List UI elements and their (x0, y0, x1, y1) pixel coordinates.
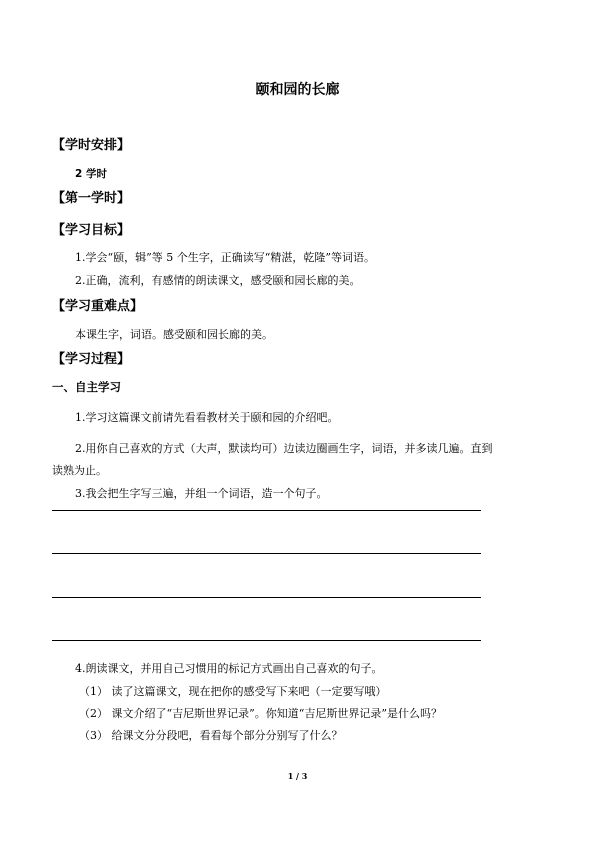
study-item-4: 4.朗读课文，并用自己习惯用的标记方式画出自己喜欢的句子。 (75, 662, 383, 675)
section-key-points: 【学习重难点】 (52, 299, 144, 314)
page-title: 颐和园的长廊 (255, 82, 340, 98)
question-1: （1） 读了这篇课文，现在把你的感受写下来吧（一定要写哦） (79, 685, 387, 698)
goal-item-2: 2.正确，流利，有感情的朗读课文，感受颐和园长廊的美。 (75, 274, 361, 287)
self-study-heading: 一、自主学习 (52, 380, 121, 394)
hours-text: 2 学时 (75, 168, 107, 180)
section-goals: 【学习目标】 (52, 223, 131, 238)
question-3: （3） 给课文分分段吧，看看每个部分分别写了什么？ (79, 729, 343, 742)
study-item-3: 3.我会把生字写三遍，并组一个词语，造一个句子。 (75, 487, 328, 500)
section-schedule: 【学时安排】 (52, 138, 131, 153)
study-item-2-line-2: 读熟为止。 (52, 464, 107, 477)
goal-item-1: 1.学会“颐，辑”等 5 个生字，正确读写“精湛，乾隆”等词语。 (75, 251, 375, 264)
writing-line (52, 597, 481, 598)
writing-line (52, 640, 481, 641)
key-points-text: 本课生字，词语。感受颐和园长廊的美。 (75, 328, 273, 341)
study-item-2-line-1: 2.用你自己喜欢的方式（大声，默读均可）边读边圈画生字，词语，并多读几遍。直到 (75, 442, 493, 455)
section-first-period: 【第一学时】 (52, 191, 131, 206)
question-2: （2） 课文介绍了“吉尼斯世界记录”。你知道“吉尼斯世界记录”是什么吗？ (79, 707, 442, 720)
section-process: 【学习过程】 (52, 352, 131, 367)
writing-line (52, 510, 481, 511)
page-number: 1 / 3 (287, 771, 308, 781)
writing-line (52, 553, 481, 554)
study-item-1: 1.学习这篇课文前请先看看教材关于颐和园的介绍吧。 (75, 411, 339, 424)
